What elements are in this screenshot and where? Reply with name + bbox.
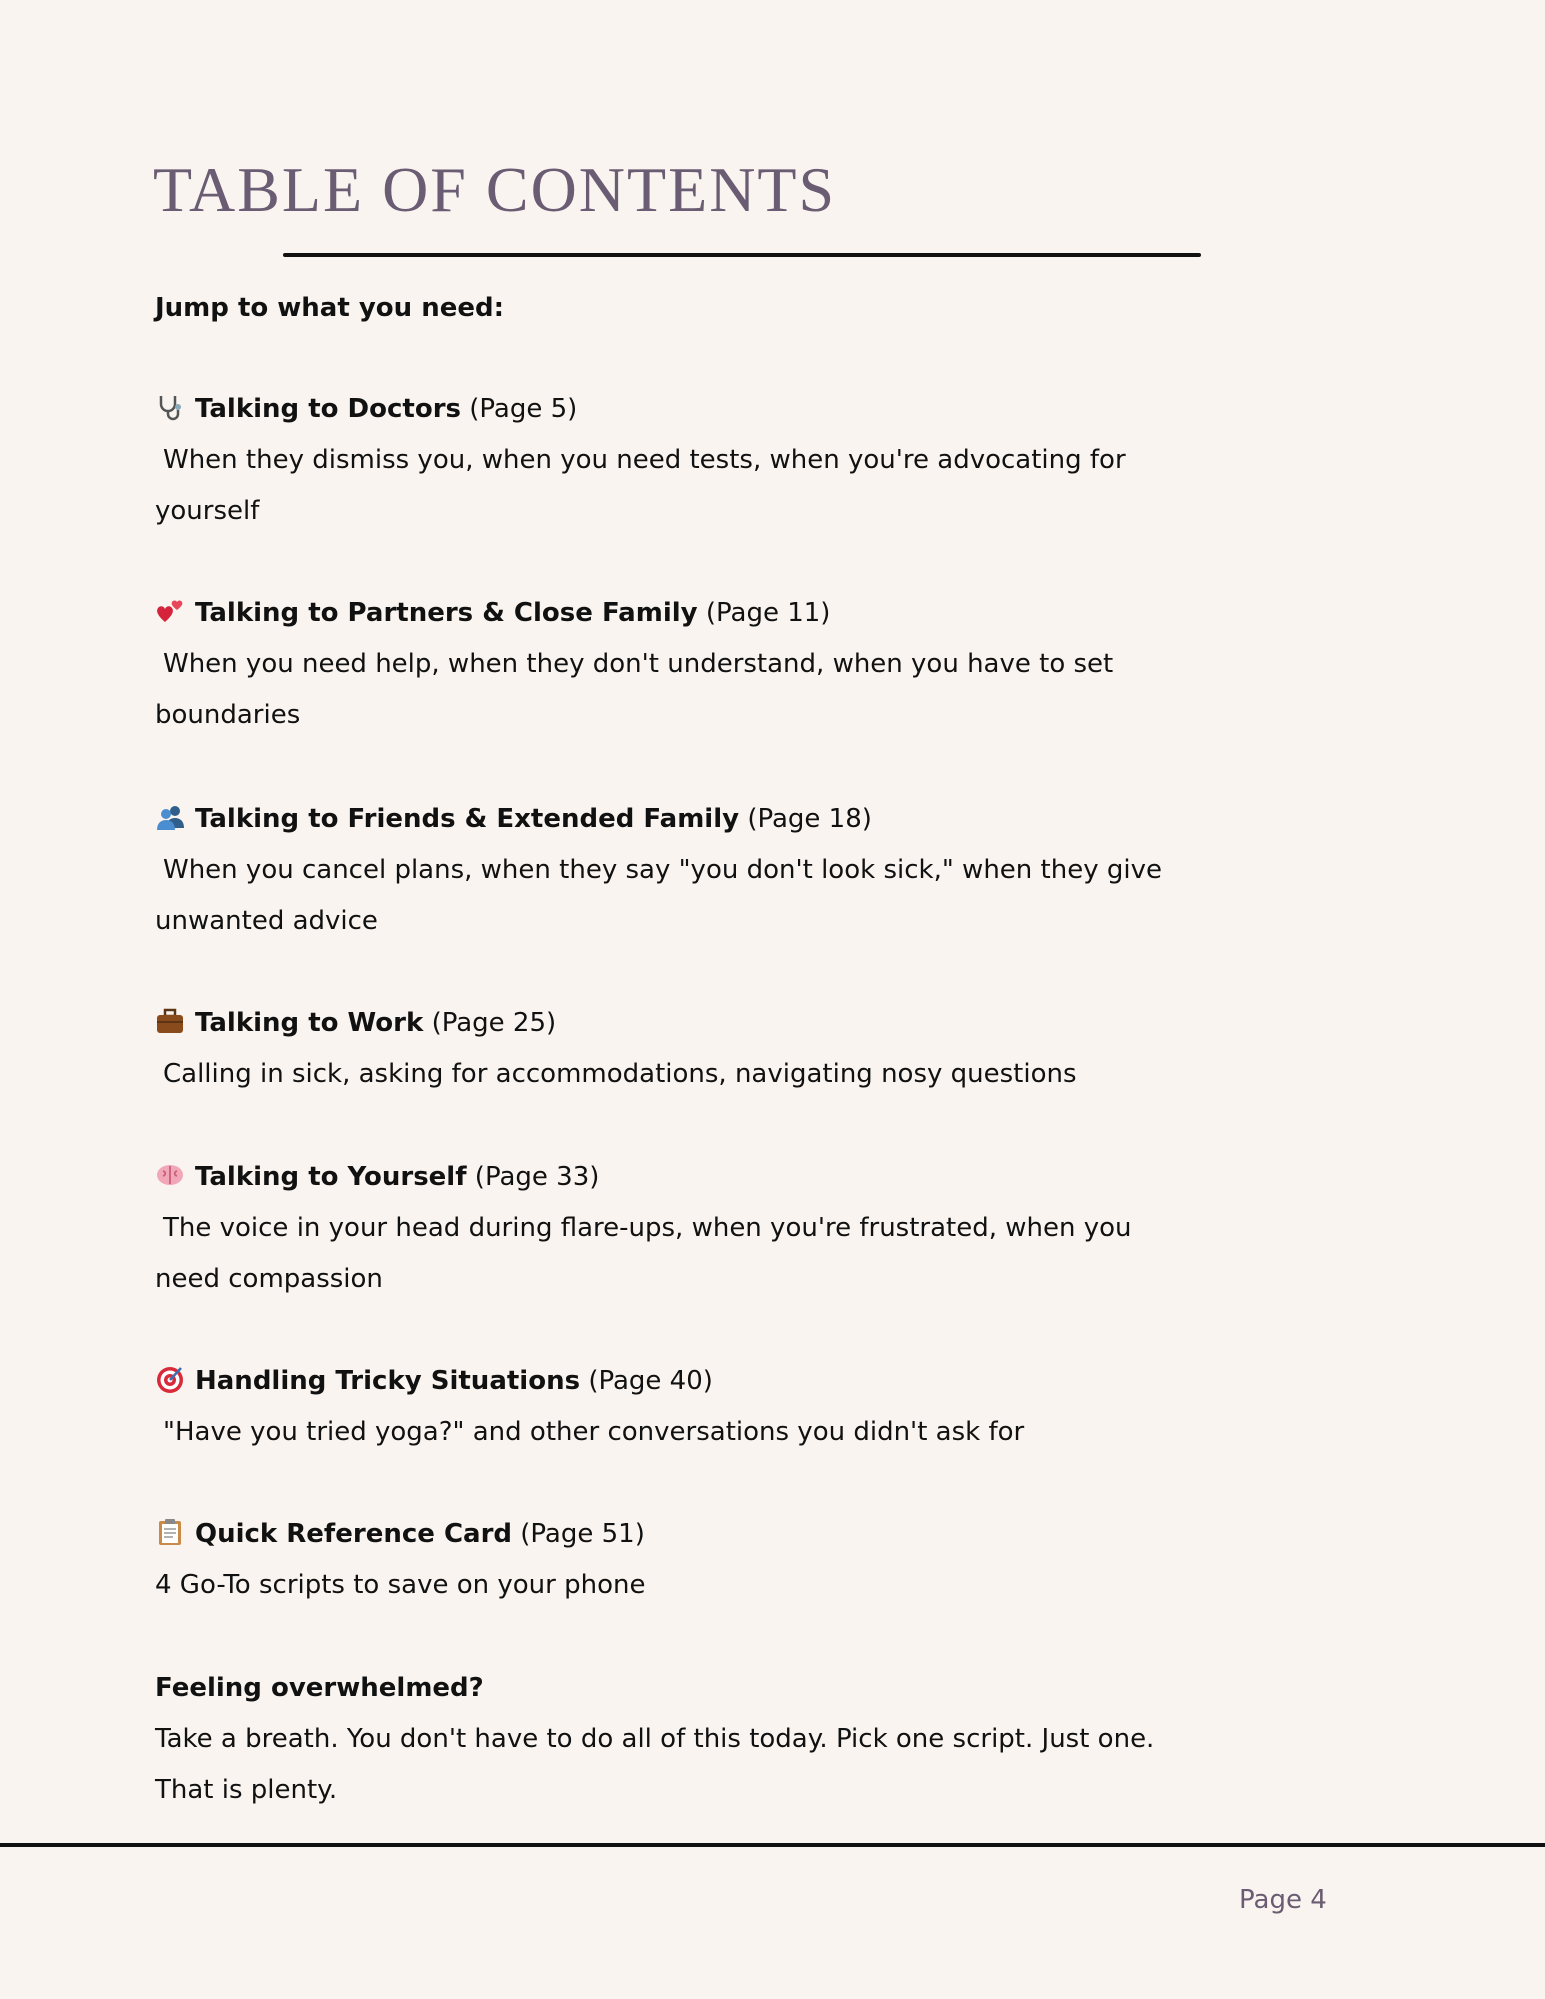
entry-page: (Page 33) <box>474 1162 600 1192</box>
people-icon <box>155 802 185 832</box>
toc-entry-tricky-situations[interactable] <box>155 1356 1024 1458</box>
entry-description: "Have you tried yoga?" and other conversations you didn't ask for <box>163 1417 1025 1447</box>
entry-description: boundaries <box>155 700 301 730</box>
brain-icon <box>155 1160 185 1190</box>
entry-description: When they dismiss you, when you need tests, when you're advocating for <box>163 445 1126 475</box>
entry-title: Talking to Doctors <box>195 394 462 424</box>
toc-entry-partners[interactable] <box>155 588 1113 741</box>
entry-title: Talking to Partners & Close Family <box>195 598 698 628</box>
entry-title: Quick Reference Card <box>195 1519 513 1549</box>
toc-entry-work[interactable] <box>155 998 1077 1100</box>
toc-entry-yourself[interactable] <box>155 1152 1132 1305</box>
entry-description: 4 Go-To scripts to save on your phone <box>155 1570 646 1600</box>
target-icon <box>155 1364 185 1394</box>
footer-divider <box>0 1843 1545 1847</box>
entry-description: Calling in sick, asking for accommodations, navigating nosy questions <box>163 1059 1077 1089</box>
entry-title: Talking to Friends & Extended Family <box>195 804 740 834</box>
entry-page: (Page 5) <box>469 394 578 424</box>
entry-title: Handling Tricky Situations <box>195 1366 581 1396</box>
stethoscope-icon <box>155 392 185 422</box>
closing-note <box>155 1663 1154 1816</box>
closing-text: That is plenty. <box>155 1775 338 1805</box>
closing-title: Feeling overwhelmed? <box>155 1673 484 1703</box>
toc-entry-quick-reference[interactable] <box>155 1509 645 1611</box>
entry-title: Talking to Work <box>195 1008 424 1038</box>
entry-page: (Page 40) <box>588 1366 713 1396</box>
intro-heading: Jump to what you need: <box>155 293 504 323</box>
entry-description: When you need help, when they don't understand, when you have to set <box>163 649 1114 679</box>
entry-description: unwanted advice <box>155 906 378 936</box>
entry-description: When you cancel plans, when they say "you don't look sick," when they give <box>163 855 1162 885</box>
entry-page: (Page 51) <box>520 1519 645 1549</box>
toc-entry-doctors[interactable] <box>155 384 1126 537</box>
entry-page: (Page 18) <box>747 804 872 834</box>
page-title: TABLE OF CONTENTS <box>153 154 837 225</box>
clipboard-icon <box>155 1517 185 1547</box>
title-divider <box>283 253 1201 257</box>
entry-page: (Page 25) <box>431 1008 557 1038</box>
two-hearts-icon <box>155 596 185 626</box>
briefcase-icon <box>155 1006 185 1036</box>
page-number: Page 4 <box>1239 1885 1327 1915</box>
toc-entry-friends[interactable] <box>155 794 1162 947</box>
entry-description: The voice in your head during flare-ups, when you're frustrated, when you <box>163 1213 1132 1243</box>
entry-description: yourself <box>155 496 260 526</box>
entry-description: need compassion <box>155 1264 383 1294</box>
entry-page: (Page 11) <box>705 598 831 628</box>
entry-title: Talking to Yourself <box>195 1162 467 1192</box>
closing-text: Take a breath. You don't have to do all of this today. Pick one script. Just one. <box>155 1724 1155 1754</box>
